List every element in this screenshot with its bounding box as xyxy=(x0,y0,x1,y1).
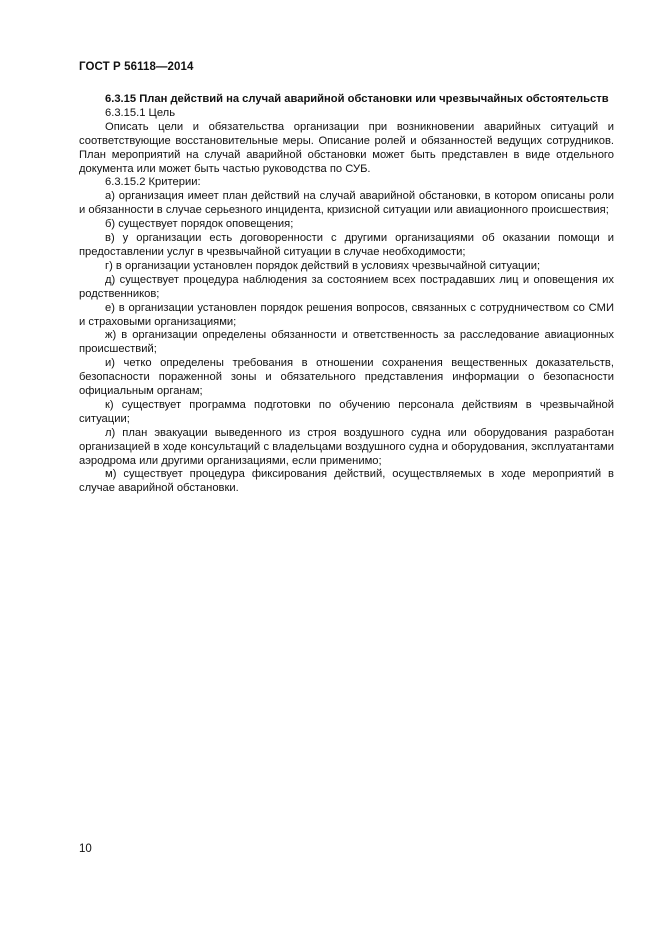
criteria-item-g: г) в организации установлен порядок действий в условиях чрезвычайной ситуации; xyxy=(105,259,541,272)
goal-text: Описать цели и обязательства организации при возникновении аварийных ситуаций и соответствующие восстановительные меры. Описание ролей и обязанностей ведущих сотрудников. План мероприятий на случай аварийной обстановки может быть представлен в виде отдельного документа или может быть частью руководства по СУБ. xyxy=(79,120,614,175)
standard-header: ГОСТ Р 56118—2014 xyxy=(79,61,194,73)
criteria-item-a: а) организация имеет план действий на случай аварийной обстановки, в котором описаны роли и обязанности в случае серьезного инцидента, кризисной ситуации или авиационного происшествия; xyxy=(79,190,614,217)
criteria-label: 6.3.15.2 Критерии: xyxy=(105,176,201,189)
criteria-item-e: е) в организации установлен порядок решения вопросов, связанных с сотрудничеством со СМИ и страховыми организациями; xyxy=(79,301,614,328)
section-heading: 6.3.15 План действий на случай аварийной обстановки или чрезвычайных обстоятельств xyxy=(105,93,609,105)
goal-label: 6.3.15.1 Цель xyxy=(105,106,176,119)
criteria-item-m: м) существует процедура фиксирования действий, осуществляемых в ходе мероприятий в случае аварийной обстановки. xyxy=(79,468,614,495)
criteria-item-l: л) план эвакуации выведенного из строя воздушного судна или оборудования разработан организацией в ходе консультаций с владельцами воздушного судна и оборудования, эксплуатантами аэродрома или другими организациями, если применимо; xyxy=(79,426,614,467)
criteria-item-zh: ж) в организации определены обязанности и ответственность за расследование авиационных происшествий; xyxy=(79,329,614,356)
criteria-item-k: к) существует программа подготовки по обучению персонала действиям в чрезвычайной ситуации; xyxy=(79,398,614,425)
criteria-item-d: д) существует процедура наблюдения за состоянием всех пострадавших лиц и оповещения их родственников; xyxy=(79,273,614,300)
page-number: 10 xyxy=(79,843,92,855)
criteria-item-i: и) четко определены требования в отношении сохранения вещественных доказательств, безопасности пораженной зоны и обязательного представления информации о безопасности официальным органам; xyxy=(79,357,614,398)
section-body xyxy=(79,93,614,496)
criteria-item-v: в) у организации есть договоренности с другими организациями об оказании помощи и предоставлении услуг в чрезвычайной ситуации в случае необходимости; xyxy=(79,232,614,258)
criteria-item-b: б) существует порядок оповещения; xyxy=(105,218,294,231)
